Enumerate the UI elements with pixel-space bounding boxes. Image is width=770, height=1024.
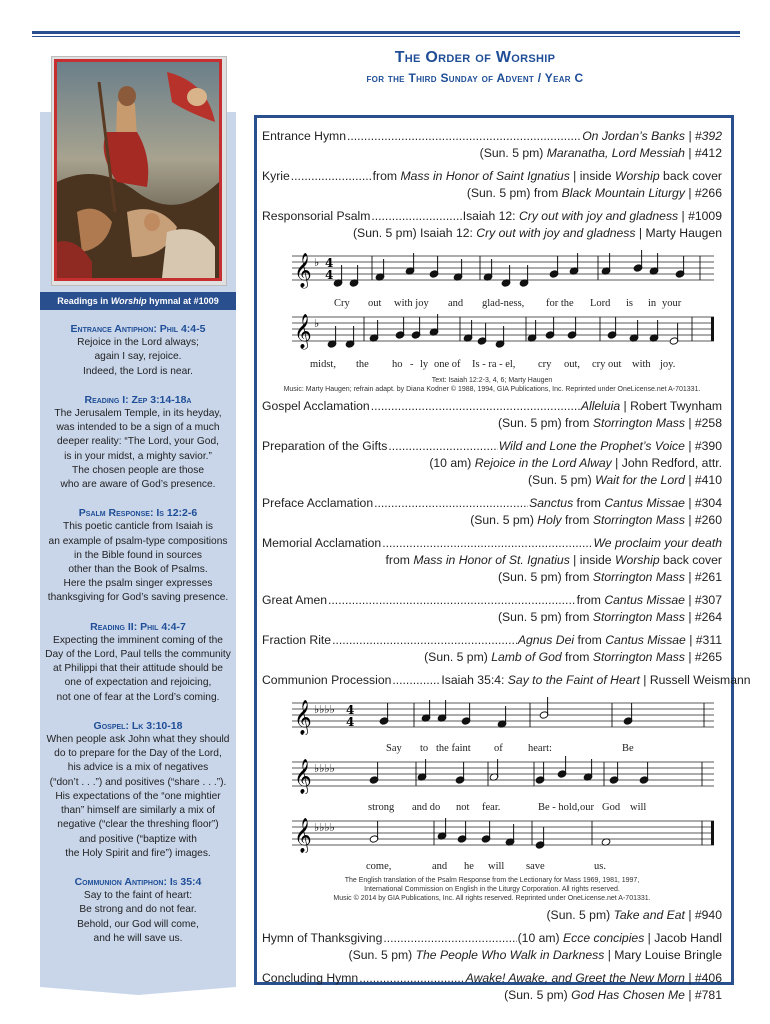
memorial-line2: from Mass in Honor of St. Ignatius | inside Worship back cover: [385, 553, 722, 567]
lyric-syllable: fear.: [482, 802, 501, 813]
communion-lyrics-1: [262, 740, 722, 754]
preface-label: Preface Acclamation: [262, 496, 374, 510]
reading-note: [40, 506, 236, 605]
gifts-value: Wild and Lone the Prophet’s Voice | #390: [498, 439, 722, 453]
reading-note-line: the Holy Spirit and fire”) images.: [65, 847, 211, 859]
thanks-value: (10 am) Ecce concipies | Jacob Handl: [517, 931, 722, 945]
reading-note-line: Here the psalm singer expresses: [63, 578, 213, 590]
communion-credit-2: International Commission on English in the Liturgy Corporation. All rights reserved.: [364, 886, 620, 893]
reading-note-line: deeper reality: “The Lord, your God,: [57, 436, 219, 448]
lyric-syllable: the: [356, 359, 369, 370]
reading-note-line: one of expectation and rejoicing,: [64, 677, 212, 689]
reading-note: [40, 620, 236, 705]
gospel-acclamation-alt: (Sun. 5 pm) from Storrington Mass | #258: [497, 416, 722, 430]
kyrie: [262, 168, 722, 202]
lyric-syllable: cry: [538, 359, 552, 370]
lyric-syllable: Is - ra - el,: [472, 359, 516, 370]
reading-note-line: Indeed, the Lord is near.: [83, 365, 193, 377]
psalm-staff-1: [262, 248, 722, 290]
gifts-alt-10am: (10 am) Rejoice in the Lord Alway | John Redford, attr.: [429, 456, 722, 470]
treble-clef-icon: 𝄞: [294, 700, 312, 735]
lyric-syllable: strong: [368, 802, 395, 813]
communion-music-score: [262, 695, 722, 903]
reading-note-line: and he will save us.: [93, 932, 183, 944]
reading-note-line: Behold, our God will come,: [77, 918, 199, 930]
reading-note-line: thanksgiving for God’s saving presence.: [47, 592, 229, 604]
psalm-music-score: [262, 248, 722, 394]
psalm-lyrics-2: [262, 356, 722, 370]
lyric-syllable: heart:: [528, 743, 552, 754]
treble-clef-icon: 𝄞: [294, 759, 312, 794]
gifts-alt-5pm: (Sun. 5 pm) Wait for the Lord | #410: [528, 473, 722, 487]
fraction-rite: [262, 632, 722, 666]
lyric-syllable: is: [626, 298, 634, 309]
gifts-label: Preparation of the Gifts: [262, 439, 388, 453]
communion-staff-3: [262, 813, 722, 853]
reading-heading: Entrance Antiphon: Phil 4:4-5: [70, 323, 206, 335]
communion-staff-1: [262, 695, 722, 735]
sidebar-ribbon-tail: [40, 975, 236, 995]
psalm-credit-music: Music: Marty Haugen; refrain adapt. by Diana Kodner © 1988, 1994, GIA Publications, Inc. Reprinted under OneLicense.net A-701331.: [283, 386, 701, 393]
time-signature: 4: [346, 715, 355, 729]
reading-heading: Psalm Response: Is 12:2-6: [78, 507, 198, 520]
psalm-lyrics-1: [262, 295, 722, 309]
lyric-syllable: come,: [366, 861, 392, 872]
preparation-of-gifts: [262, 438, 722, 489]
final-bar-line: [711, 317, 714, 341]
gospel-acclamation-value: Alleluia | Robert Twynham: [580, 399, 722, 413]
communion-credit-3: Music © 2014 by GIA Publications, Inc. All rights reserved. Reprinted under OneLicense.net A-701331.: [333, 895, 651, 902]
preface-alt: (Sun. 5 pm) Holy from Storrington Mass | #260: [470, 513, 722, 527]
reading-note-line: in the Bible found in sources: [74, 549, 202, 561]
reading-note-line: at Philippi that their attitude should be: [53, 663, 223, 675]
lyric-syllable: the faint: [436, 743, 471, 754]
readings-banner: [40, 292, 236, 310]
psalm-value: Isaiah 12: Cry out with joy and gladness | #1009: [462, 209, 722, 223]
psalm-staff-2: [262, 309, 722, 351]
treble-clef-icon: 𝄞: [294, 818, 312, 853]
treble-clef-icon: 𝄞: [294, 314, 312, 349]
lyric-syllable: with: [632, 359, 651, 370]
lyric-syllable: ho: [392, 359, 403, 370]
reading-note-line: do to prepare for the Day of the Lord,: [54, 748, 222, 760]
reading-heading: Communion Antiphon: Is 35:4: [74, 875, 202, 888]
reading-note-line: than” himself are similarly a mix of: [61, 805, 215, 817]
lyric-syllable: save: [526, 861, 545, 872]
lyric-syllable: your: [662, 298, 682, 309]
communion-staff-2: [262, 754, 722, 794]
lyric-syllable: Be - hold,: [538, 802, 580, 813]
reading-heading: Reading I: Zep 3:14-18a: [84, 393, 192, 406]
reading-note-line: Rejoice in the Lord always;: [77, 337, 199, 349]
reading-note: [40, 719, 236, 861]
memorial-acclamation: [262, 535, 722, 586]
communion-lyrics-3: [262, 858, 722, 872]
communion-alt-line: (Sun. 5 pm) Take and Eat | #940: [546, 908, 722, 922]
lyric-syllable: not: [456, 802, 470, 813]
fraction-alt: (Sun. 5 pm) Lamb of God from Storrington Mass | #265: [424, 650, 722, 664]
lyric-syllable: he: [464, 861, 474, 872]
lyric-syllable: joy.: [660, 359, 676, 370]
key-signature-flats: ♭♭♭♭: [314, 703, 335, 716]
reading-note-line: Say to the faint of heart:: [83, 890, 193, 902]
reading-heading: Reading II: Phil 4:4-7: [90, 620, 186, 633]
concluding-label: Concluding Hymn: [262, 971, 359, 985]
lyric-syllable: of: [494, 743, 503, 754]
memorial-label: Memorial Acclamation: [262, 536, 382, 550]
lyric-syllable: cry out: [592, 359, 622, 370]
responsorial-psalm: [262, 208, 722, 242]
reading-note-line: was intended to be a sign of a much: [56, 422, 220, 434]
readings-notes: [40, 322, 236, 960]
time-signature: 4: [346, 703, 355, 717]
header-rule: [32, 31, 740, 34]
psalm-credit-text: Text: Isaiah 12:2-3, 4, 6; Marty Haugen: [431, 377, 553, 384]
time-signature: 4: [325, 268, 334, 282]
reading-note-line: not one of fear at the Lord’s coming.: [56, 691, 220, 703]
reading-note-line: and positive (“baptize with: [79, 833, 197, 845]
painting-john-baptist-image: [54, 59, 222, 281]
readings-banner-prefix: Readings in: [57, 296, 111, 306]
reading-note-line: Expecting the imminent coming of the: [53, 634, 223, 646]
time-signature: 4: [325, 256, 334, 270]
entrance-hymn: [262, 128, 722, 162]
fraction-label: Fraction Rite: [262, 633, 332, 647]
memorial-alt: (Sun. 5 pm) from Storrington Mass | #261: [497, 570, 722, 584]
lyric-syllable: and do: [412, 802, 441, 813]
reading-note-line: (“don’t . . .”) and positives (“share . . .”).: [49, 776, 227, 788]
lyric-syllable: Lord: [590, 298, 611, 309]
reading-heading: Gospel: Lk 3:10-18: [93, 719, 183, 732]
lyric-syllable: ly: [420, 359, 429, 370]
reading-note-line: is in your midst, a mighty savior.”: [64, 450, 212, 462]
concluding-hymn: [262, 970, 722, 1004]
order-of-worship-list: [262, 128, 751, 1010]
psalm-label: Responsorial Psalm: [262, 209, 371, 223]
lyric-syllable: and: [448, 298, 464, 309]
kyrie-value: from Mass in Honor of Saint Ignatius | inside Worship back cover: [372, 169, 722, 183]
thanks-label: Hymn of Thanksgiving: [262, 931, 383, 945]
concluding-value: Awake! Awake, and Greet the New Morn | #406: [465, 971, 722, 985]
reading-note-line: other than the Book of Psalms.: [68, 564, 208, 576]
lyric-syllable: us.: [594, 861, 606, 872]
key-signature-flats: ♭♭♭♭: [314, 821, 335, 834]
communion-alt: [262, 907, 722, 924]
lyric-syllable: Be: [622, 743, 634, 754]
lyric-syllable: will: [630, 802, 647, 813]
lyric-syllable: in: [648, 298, 657, 309]
lyric-syllable: and: [432, 861, 448, 872]
header-rule-thin: [32, 36, 740, 37]
concluding-alt: (Sun. 5 pm) God Has Chosen Me | #781: [504, 988, 722, 1002]
amen-value: from Cantus Missae | #307: [576, 593, 722, 607]
reading-note-line: This poetic canticle from Isaiah is: [62, 521, 214, 533]
reading-note-line: negative (“clear the threshing floor”): [57, 819, 219, 831]
page-title: The Order of Worship: [394, 49, 556, 66]
key-signature-flats: ♭: [314, 256, 320, 269]
fraction-value: Agnus Dei from Cantus Missae | #311: [517, 633, 722, 647]
reading-note-line: Day of the Lord, Paul tells the community: [45, 649, 231, 661]
treble-clef-icon: 𝄞: [294, 253, 312, 288]
communion-credit-1: The English translation of the Psalm Response from the Lectionary for Mass 1969, 1981, 1997,: [344, 877, 640, 884]
reading-note: [40, 875, 236, 946]
lyric-syllable: for the: [546, 298, 574, 309]
readings-banner-hymnal: Worship: [110, 296, 147, 306]
reading-note: [40, 393, 236, 492]
final-bar-line: [711, 821, 714, 845]
reading-note: [40, 322, 236, 379]
lyric-syllable: to: [420, 743, 429, 754]
lyric-syllable: Cry: [334, 298, 350, 309]
lyric-syllable: Say: [386, 743, 402, 754]
kyrie-label: Kyrie: [262, 169, 290, 183]
communion-lyrics-2: [262, 799, 722, 813]
amen-alt: (Sun. 5 pm) from Storrington Mass | #264: [497, 610, 722, 624]
reading-note-line: The chosen people are those: [72, 464, 204, 476]
key-signature-flats: ♭♭♭♭: [314, 762, 335, 775]
amen-label: Great Amen: [262, 593, 328, 607]
key-signature-flats: ♭: [314, 317, 320, 330]
great-amen: [262, 592, 722, 626]
lyric-syllable: God: [602, 802, 621, 813]
entrance-hymn-label: Entrance Hymn: [262, 129, 346, 143]
lyric-syllable: will: [488, 861, 505, 872]
preface-value: Sanctus from Cantus Missae | #304: [529, 496, 722, 510]
lyric-syllable: our: [580, 802, 594, 813]
lyric-syllable: with joy: [394, 298, 429, 309]
memorial-value: We proclaim your death: [593, 536, 722, 550]
lyric-syllable: out: [368, 298, 382, 309]
entrance-hymn-value: On Jordan’s Banks | #392: [582, 129, 722, 143]
communion-procession: [262, 672, 751, 689]
hymn-of-thanksgiving: [262, 930, 722, 964]
communion-label: Communion Procession: [262, 673, 392, 687]
preface-acclamation: [262, 495, 722, 529]
psalm-alt: (Sun. 5 pm) Isaiah 12: Cry out with joy and gladness | Marty Haugen: [353, 226, 722, 240]
lyric-syllable: -: [410, 359, 414, 370]
thanks-alt: (Sun. 5 pm) The People Who Walk in Darkness | Mary Louise Bringle: [348, 948, 722, 962]
gospel-acclamation-label: Gospel Acclamation: [262, 399, 370, 413]
reading-note-line: an example of psalm-type compositions: [48, 535, 228, 547]
lyric-syllable: out,: [564, 359, 581, 370]
reading-note-line: again I say, rejoice.: [94, 351, 182, 363]
lyric-syllable: glad-ness,: [482, 298, 525, 309]
gospel-acclamation: [262, 398, 722, 432]
communion-value: Isaiah 35:4: Say to the Faint of Heart | Russell Weismann: [441, 673, 751, 687]
readings-banner-suffix: hymnal at #1009: [146, 296, 219, 306]
reading-note-line: who are aware of God’s presence.: [60, 479, 216, 491]
reading-note-line: his advice is a mix of negatives: [67, 762, 209, 774]
reading-note-line: Be strong and do not fear.: [79, 904, 197, 916]
kyrie-alt: (Sun. 5 pm) from Black Mountain Liturgy | #266: [466, 186, 722, 200]
lyric-syllable: one of: [434, 359, 461, 370]
reading-note-line: His expectations of the “one mightier: [55, 790, 221, 802]
reading-note-line: The Jerusalem Temple, in its heyday,: [54, 408, 222, 420]
page-subtitle: for the Third Sunday of Advent / Year C: [366, 71, 584, 85]
reading-note-line: When people ask John what they should: [46, 734, 230, 746]
entrance-hymn-alt: (Sun. 5 pm) Maranatha, Lord Messiah | #412: [479, 146, 722, 160]
lyric-syllable: midst,: [310, 359, 336, 370]
